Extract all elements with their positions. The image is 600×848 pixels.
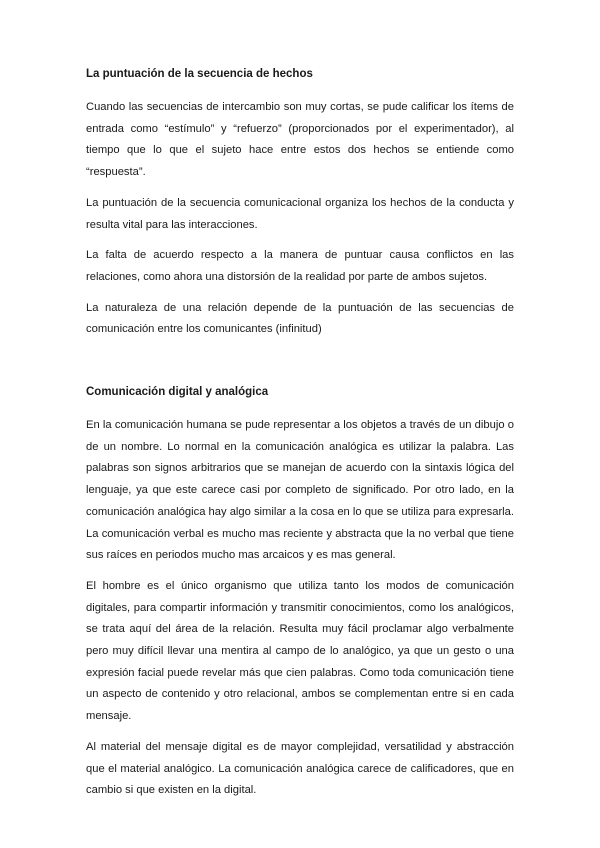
section-digital-analog [86, 385, 514, 802]
paragraph: En la comunicación humana se pude representar a los objetos a través de un dibujo o de un nombre. Lo normal en la comunicación analógica es utilizar la palabra. Las palabras son signos arbitrarios que se manejan de acuerdo con la sintaxis lógica del lenguaje, ya que este carece casi por completo de significado. Por otro lado, en la comunicación analógica hay algo similar a la cosa en lo que se utiliza para expresarla. La comunicación verbal es mucho mas reciente y abstracta que la no verbal que tiene sus raíces en periodos mucho mas arcaicos y es mas general. [86, 419, 514, 562]
paragraph: La naturaleza de una relación depende de la puntuación de las secuencias de comunicación entre los comunicantes (infinitud) [86, 301, 514, 336]
section-heading: La puntuación de la secuencia de hechos [86, 68, 313, 80]
paragraph: La puntuación de la secuencia comunicacional organiza los hechos de la conducta y resulta vital para las interacciones. [86, 196, 514, 231]
paragraph: El hombre es el único organismo que utiliza tanto los modos de comunicación digitales, para compartir información y transmitir conocimientos, como los analógicos, se trata aquí del área de la relación. Resulta muy fácil proclamar algo verbalmente pero muy difícil llevar una mentira al campo de lo analógico, ya que un gesto o una expresión facial puede revelar más que cien palabras. Como toda comunicación tiene un aspecto de contenido y otro relacional, ambos se complementan entre si en cada mensaje. [86, 579, 514, 723]
section-heading: Comunicación digital y analógica [86, 386, 269, 399]
paragraph: Cuando las secuencias de intercambio son muy cortas, se pude calificar los ítems de entrada como “estímulo” y “refuerzo” (proporcionados por el experimentador), al tiempo que lo que el sujeto hace entre estos dos hechos se entiende como “respuesta”. [86, 101, 514, 179]
section-punctuation [86, 67, 514, 341]
paragraph: Al material del mensaje digital es de mayor complejidad, versatilidad y abstracción que el material analógico. La comunicación analógica carece de calificadores, que en cambio si que existen en la digital. [86, 740, 514, 797]
paragraph: La falta de acuerdo respecto a la manera de puntuar causa conflictos en las relaciones, como ahora una distorsión de la realidad por parte de ambos sujetos. [86, 249, 514, 283]
